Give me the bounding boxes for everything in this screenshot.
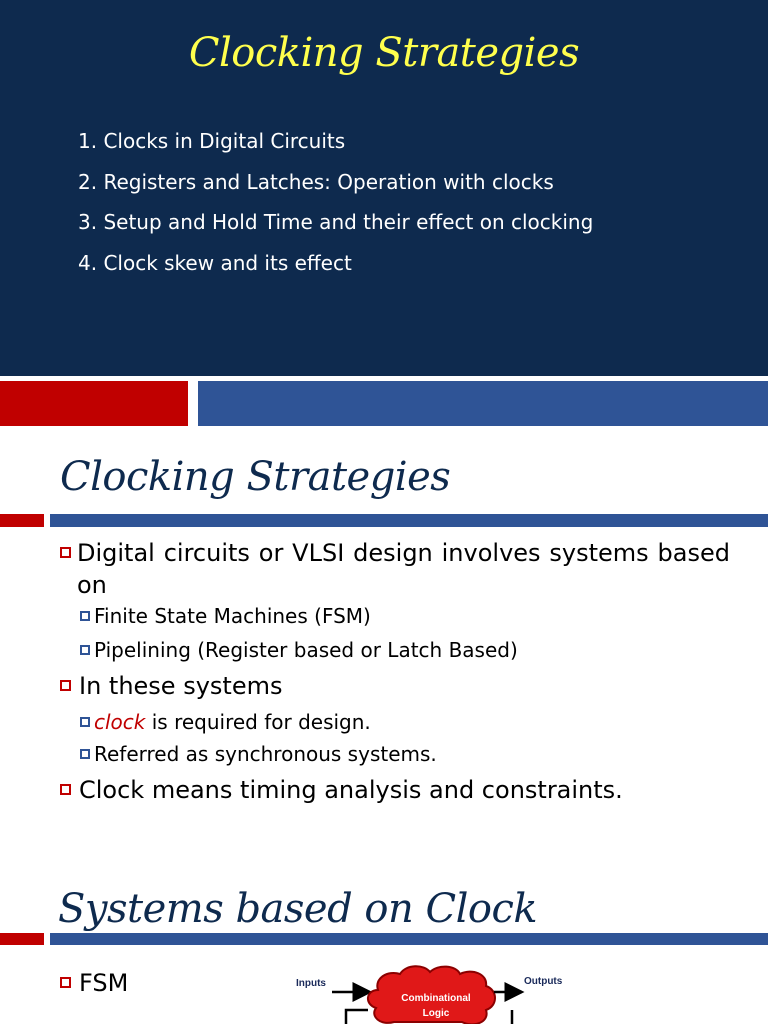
bullet-text: Digital circuits or VLSI design involves systems based on xyxy=(77,539,730,599)
bullet-item xyxy=(60,776,623,804)
feedback-line-left xyxy=(346,1010,368,1024)
square-bullet-icon xyxy=(60,680,71,691)
slide-3-title-red-bar xyxy=(0,933,44,945)
sub-bullet-item xyxy=(80,710,371,734)
agenda-item: 2. Registers and Latches: Operation with clocks xyxy=(78,169,554,194)
square-bullet-icon xyxy=(80,645,90,655)
bullet-item xyxy=(60,969,128,997)
slide-1-agenda-list xyxy=(78,121,593,283)
slide-1 xyxy=(0,0,768,376)
slide-1-footer-red-bar xyxy=(0,381,188,426)
square-bullet-icon xyxy=(60,977,71,988)
slide-3-title-blue-bar xyxy=(50,933,768,945)
slide-3-title: Systems based on Clock xyxy=(58,886,538,932)
square-bullet-icon xyxy=(60,784,71,795)
sub-bullet-item xyxy=(80,638,518,662)
fsm-diagram xyxy=(290,962,590,1024)
square-bullet-icon xyxy=(60,547,71,558)
fsm-diagram-svg xyxy=(290,962,590,1024)
slide-1-footer-blue-bar xyxy=(198,381,768,426)
slide-1-title: Clocking Strategies xyxy=(188,30,580,76)
square-bullet-icon xyxy=(80,749,90,759)
bullet-text: In these systems xyxy=(79,672,283,700)
block-label-line2: Logic xyxy=(422,1008,450,1019)
square-bullet-icon xyxy=(80,717,90,727)
sub-bullet-text: is required for design. xyxy=(145,710,371,734)
block-label-line1: Combinational xyxy=(401,993,471,1004)
bullet-text: FSM xyxy=(79,969,129,997)
bullet-item xyxy=(60,672,282,700)
sub-bullet-item xyxy=(80,604,371,628)
sub-bullet-item xyxy=(80,742,437,766)
agenda-item: 1. Clocks in Digital Circuits xyxy=(78,129,346,153)
highlight-word: clock xyxy=(94,710,146,734)
outputs-label: Outputs xyxy=(524,976,563,987)
square-bullet-icon xyxy=(80,611,90,621)
bullet-text: Clock means timing analysis and constraints. xyxy=(79,776,623,804)
sub-bullet-text: Referred as synchronous systems. xyxy=(94,742,437,766)
sub-bullet-text: Pipelining (Register based or Latch Based) xyxy=(94,638,518,662)
agenda-item: 4. Clock skew and its effect xyxy=(78,250,352,275)
slide-2-title-red-bar xyxy=(0,514,44,527)
slide-2-title: Clocking Strategies xyxy=(60,454,451,500)
bullet-item xyxy=(60,537,730,601)
agenda-item: 3. Setup and Hold Time and their effect on clocking xyxy=(78,210,594,234)
slide-2-title-blue-bar xyxy=(50,514,768,527)
sub-bullet-text: Finite State Machines (FSM) xyxy=(94,604,371,628)
inputs-label: Inputs xyxy=(296,978,326,989)
